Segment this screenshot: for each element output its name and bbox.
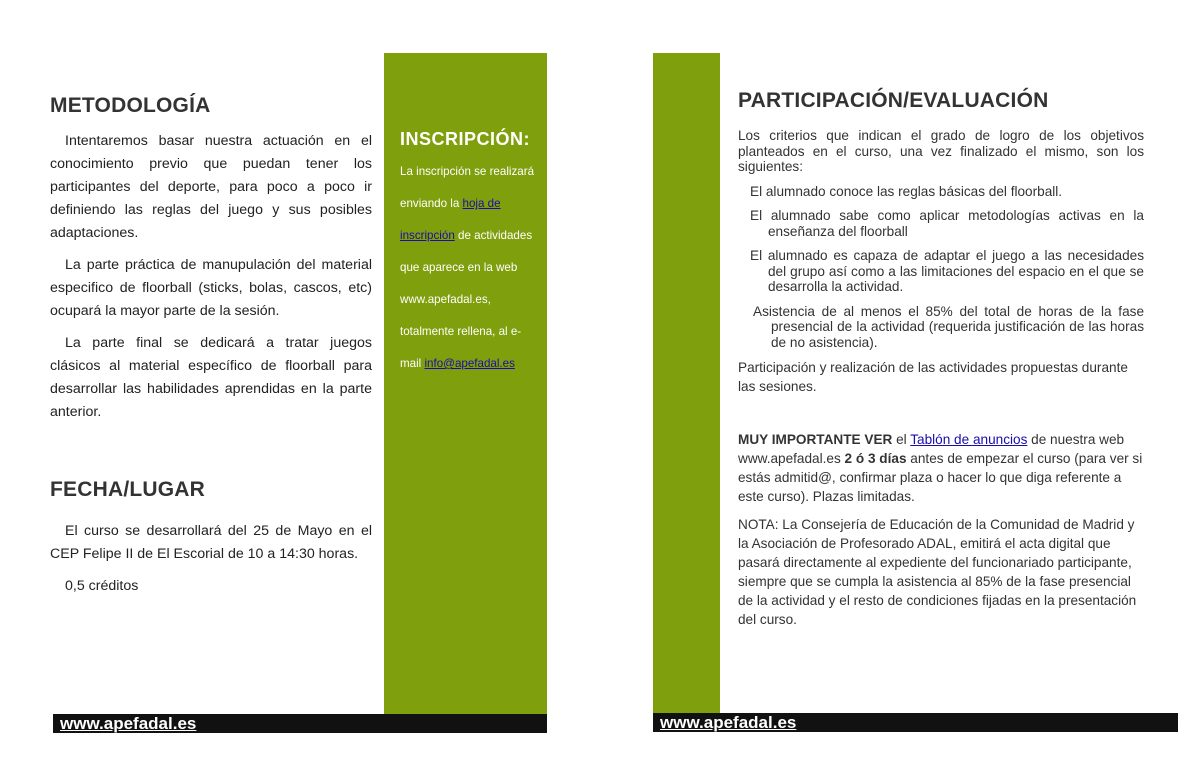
inscripcion-text-part: La inscripción se realizará enviando la — [400, 165, 535, 210]
footer-right — [653, 713, 1178, 732]
metodologia-section — [50, 94, 372, 433]
footer-url[interactable]: www.apefadal.es — [60, 714, 197, 733]
inscripcion-text-part: de actividades que aparece en la web www.apefadal.es, totalmente rellena, al e-mail — [400, 229, 533, 370]
footer-url[interactable]: www.apefadal.es — [660, 713, 797, 732]
importante-days: 2 ó 3 días — [844, 451, 907, 466]
criteria-item: El alumnado sabe como aplicar metodologías activas en la enseñanza del floorball — [750, 208, 1144, 239]
criteria-item: El alumnado conoce las reglas básicas del floorball. — [750, 183, 1063, 199]
importante-text-part: de nuestra web www.apefadal.es — [738, 432, 1125, 466]
participacion-extra: Participación y realización de las actividades propuestas durante las sesiones. — [738, 360, 1128, 394]
criteria-item: Asistencia de al menos el 85% del total de horas de la fase presencial de la actividad (requerida justificación de las horas de no asistencia). — [753, 303, 1144, 350]
fecha-lugar-section — [50, 478, 372, 607]
green-strip — [653, 53, 720, 715]
metodologia-paragraph: Intentaremos basar nuestra actuación en el conocimiento previo que puedan tener los participantes del deporte, para poco a poco ir definiendo las reglas del juego y sus posibles adaptaciones. — [50, 133, 372, 241]
fecha-lugar-heading: FECHA/LUGAR — [50, 478, 206, 501]
importante-section — [738, 430, 1148, 629]
importante-text-part: antes de empezar el curso (para ver si estás admitid@, confirmar plaza o hacer lo que diga referente a este curso). Plazas limitadas. — [738, 451, 1143, 504]
importante-lead: MUY IMPORTANTE VER — [738, 432, 893, 447]
metodologia-heading: METODOLOGÍA — [50, 94, 211, 117]
participacion-heading: PARTICIPACIÓN/EVALUACIÓN — [738, 89, 1049, 112]
inscripcion-text — [400, 156, 536, 380]
tablon-anuncios-link[interactable]: Tablón de anuncios — [910, 432, 1028, 447]
nota-text: NOTA: La Consejería de Educación de la Comunidad de Madrid y la Asociación de Profesorado ADAL, emitirá el acta digital que pasará directamente al expediente del funcionariado participante, siempre que se cumpla la asistencia al 85% de la fase presencial de la actividad y el resto de condiciones fijadas en la presentación del curso. — [738, 517, 1137, 627]
fecha-lugar-text: El curso se desarrollará del 25 de Mayo en el CEP Felipe II de El Escorial de 10 a 14:30 horas. — [50, 523, 372, 562]
footer-left — [53, 714, 547, 733]
hoja-inscripcion-link[interactable]: hoja de inscripción — [400, 197, 501, 242]
criteria-item: El alumnado es capaza de adaptar el juego a las necesidades del grupo así como a las limitaciones del espacio en el que se desarrolla la actividad. — [750, 248, 1144, 294]
metodologia-paragraph: La parte práctica de manupulación del material especifico de floorball (sticks, bolas, cascos, etc) ocupará la mayor parte de la sesión. — [50, 257, 372, 319]
importante-text — [738, 430, 1148, 506]
metodologia-paragraph: La parte final se dedicará a tratar juegos clásicos al material específico de floorball para desarrollar las habilidades aprendidas en la parte anterior. — [50, 335, 372, 420]
participacion-section — [738, 89, 1144, 396]
importante-text-part: el — [892, 432, 911, 447]
participacion-intro: Los criterios que indican el grado de logro de los objetivos planteados en el curso, una vez finalizado el mismo, son los siguientes: — [738, 128, 1144, 174]
inscripcion-heading: INSCRIPCIÓN: — [400, 129, 531, 149]
email-link[interactable]: info@apefadal.es — [424, 357, 515, 370]
credits-text: 0,5 créditos — [65, 578, 139, 594]
inscripcion-sidebar — [384, 53, 547, 715]
